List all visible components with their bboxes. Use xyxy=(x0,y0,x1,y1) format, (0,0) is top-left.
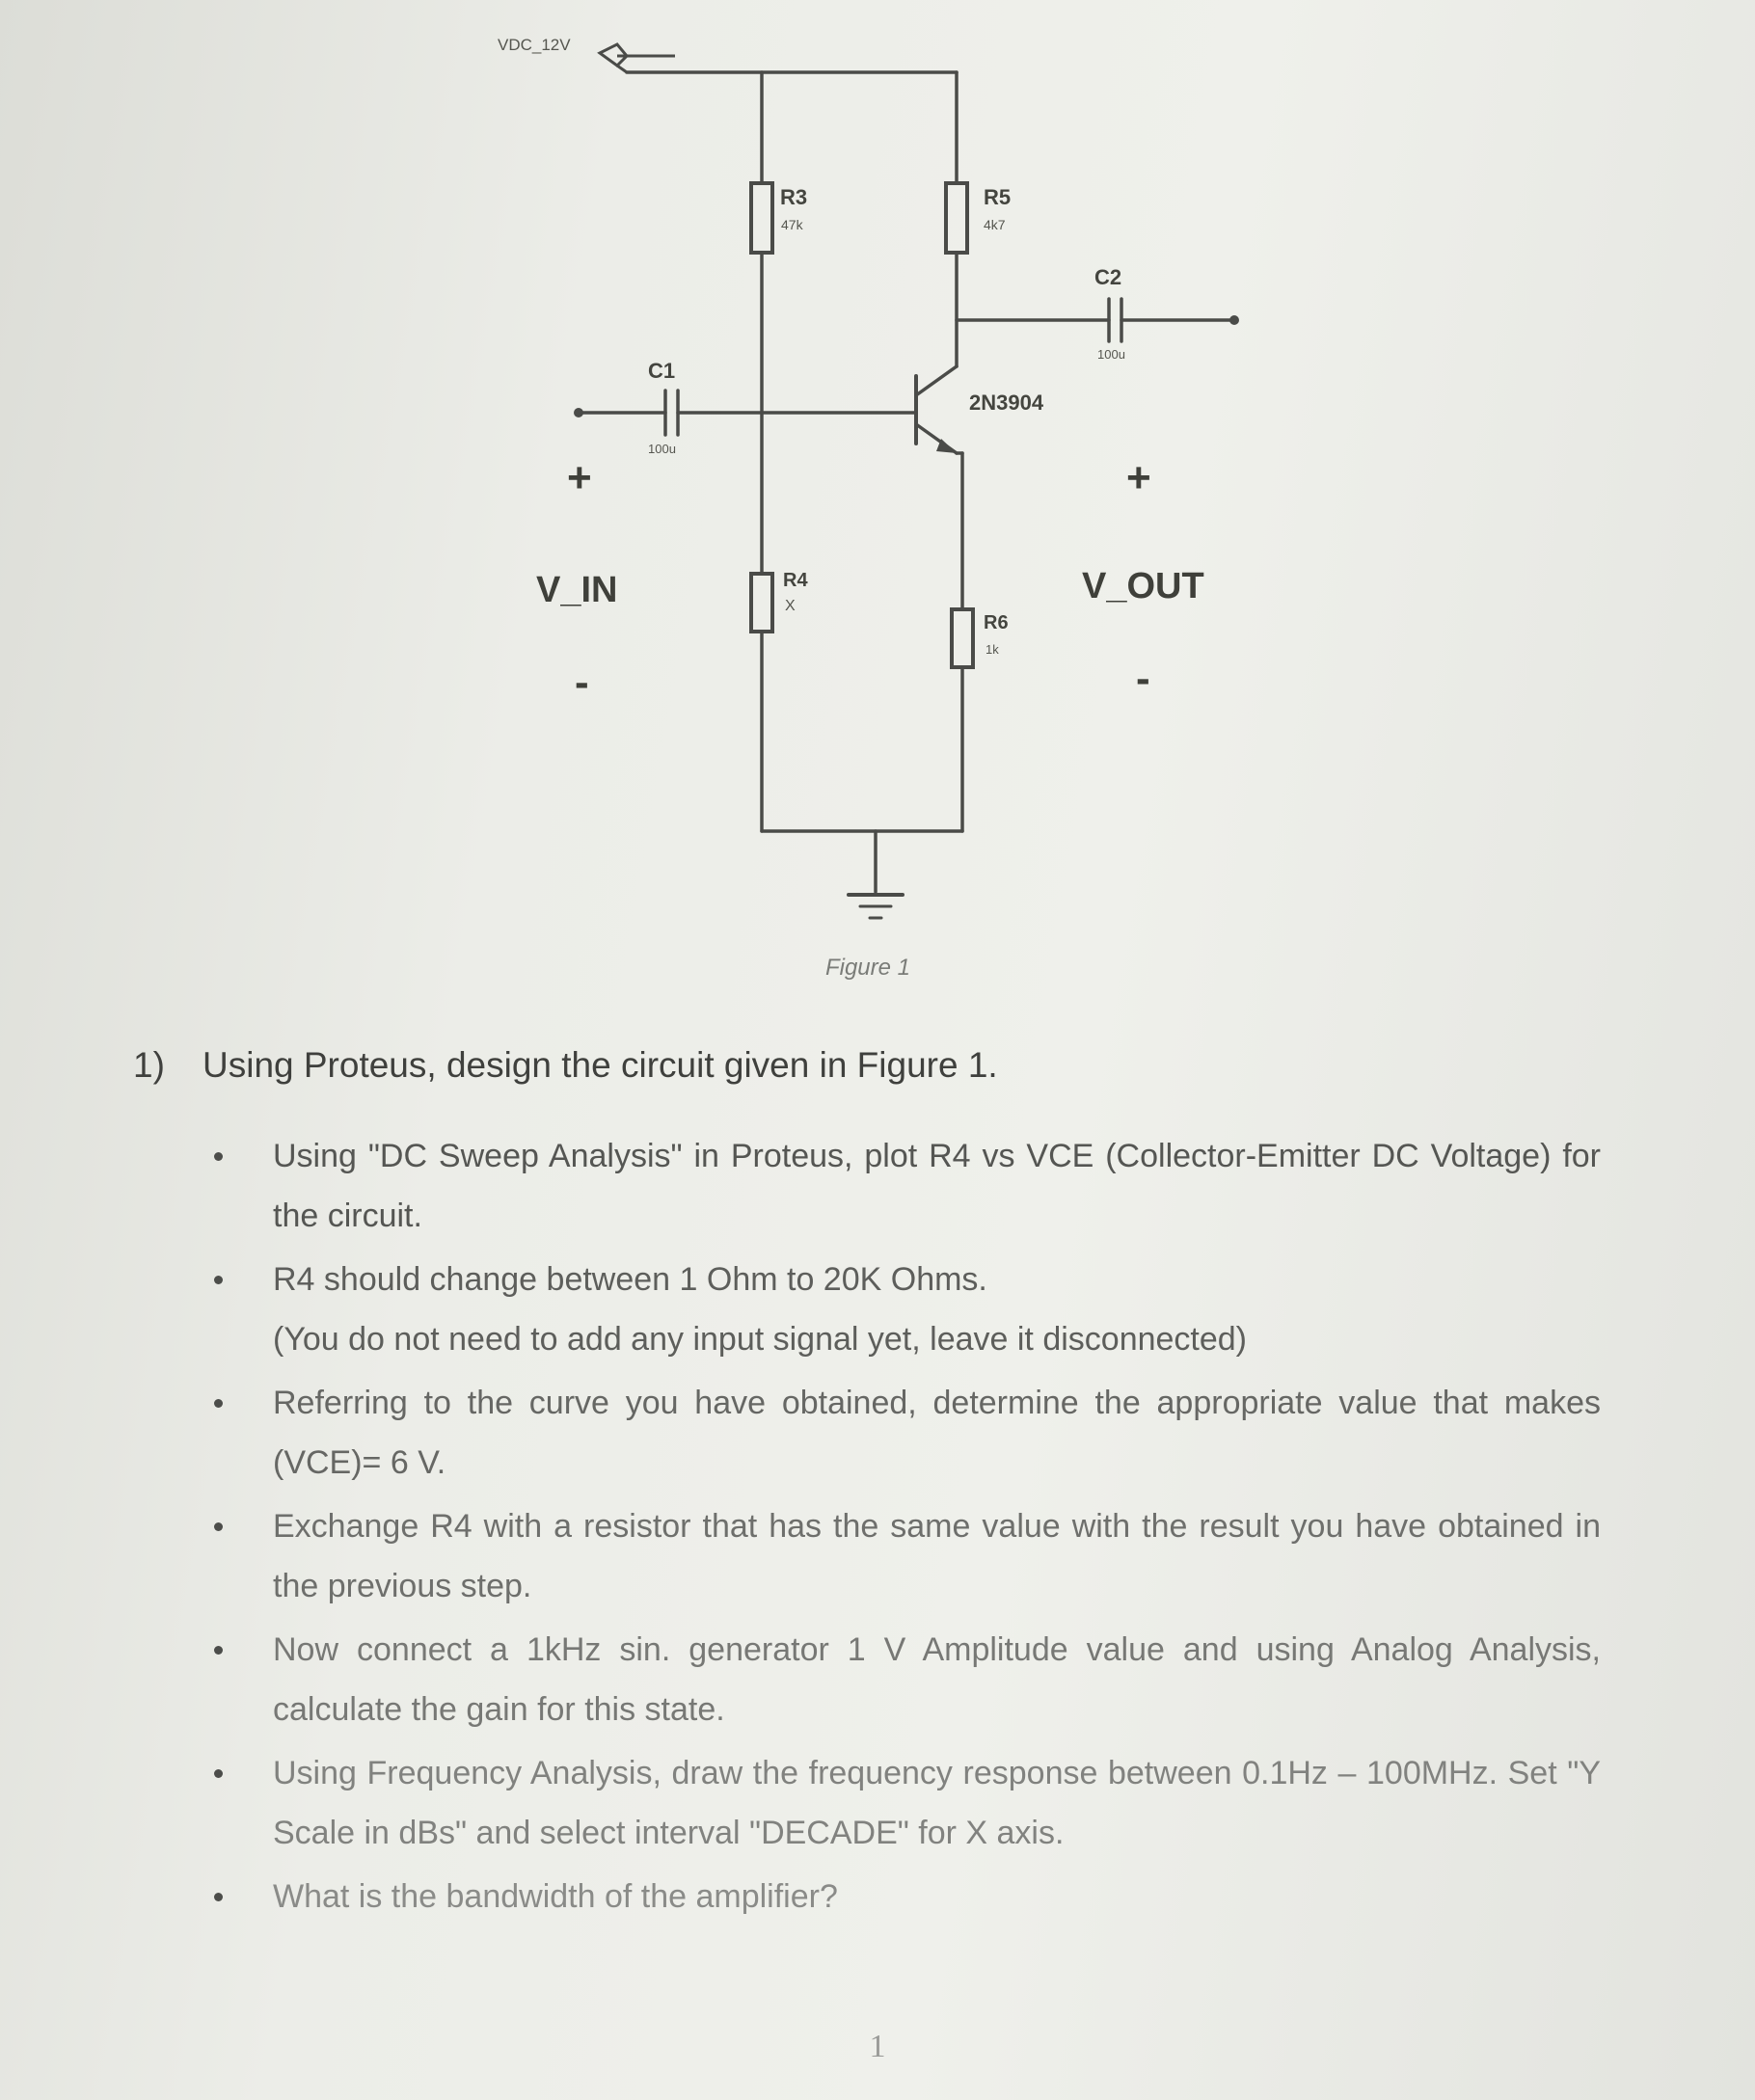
list-item-text: Using "DC Sweep Analysis" in Proteus, plot R4 vs VCE (Collector-Emitter DC Voltage) for the circuit. xyxy=(273,1138,1601,1234)
bullet-icon xyxy=(214,1152,223,1161)
list-item xyxy=(202,1250,1601,1369)
v-in-minus: - xyxy=(575,659,589,706)
list-item xyxy=(202,1867,1601,1926)
r4-value: X xyxy=(785,598,796,614)
r3-value: 47k xyxy=(781,217,803,232)
instruction-list xyxy=(202,1126,1601,1930)
r5-value: 4k7 xyxy=(984,217,1006,232)
vcc-label: VDC_12V xyxy=(498,36,571,54)
v-out-minus: - xyxy=(1136,655,1150,702)
circuit-figure xyxy=(0,0,1755,1012)
bullet-icon xyxy=(214,1769,223,1778)
r3-resistor xyxy=(751,183,772,253)
figure-caption: Figure 1 xyxy=(824,955,911,981)
c1-value: 100u xyxy=(648,442,676,456)
v-out-plus: + xyxy=(1126,454,1151,501)
list-item-text: R4 should change between 1 Ohm to 20K Ohms. xyxy=(273,1261,987,1298)
bullet-icon xyxy=(214,1276,223,1284)
list-item xyxy=(202,1373,1601,1493)
c2-name: C2 xyxy=(1094,265,1122,289)
r4-resistor xyxy=(751,574,772,632)
transistor-label: 2N3904 xyxy=(969,390,1044,415)
r5-name: R5 xyxy=(984,185,1012,209)
list-item-text: Exchange R4 with a resistor that has the same value with the result you have obtained in the previous step. xyxy=(273,1508,1601,1604)
r4-name: R4 xyxy=(783,570,808,591)
list-item xyxy=(202,1743,1601,1863)
list-item xyxy=(202,1496,1601,1616)
r6-name: R6 xyxy=(984,612,1009,633)
list-item-text: Referring to the curve you have obtained, determine the appropriate value that makes (VCE)= 6 V. xyxy=(273,1385,1601,1481)
r5-resistor xyxy=(946,183,967,253)
list-item xyxy=(202,1620,1601,1739)
bullet-icon xyxy=(214,1522,223,1531)
list-item xyxy=(202,1126,1601,1246)
r3-name: R3 xyxy=(780,185,808,209)
bullet-icon xyxy=(214,1646,223,1655)
bullet-icon xyxy=(214,1399,223,1408)
v-in-plus: + xyxy=(567,454,592,501)
page-number: 1 xyxy=(869,2029,886,2064)
question-text: Using Proteus, design the circuit given in Figure 1. xyxy=(202,1045,998,1085)
question-number: 1) xyxy=(133,1045,165,1085)
r6-resistor xyxy=(952,609,973,667)
list-item-note: (You do not need to add any input signal yet, leave it disconnected) xyxy=(273,1321,1248,1358)
list-item-text: Now connect a 1kHz sin. generator 1 V Amplitude value and using Analog Analysis, calculate the gain for this state. xyxy=(273,1631,1601,1728)
c2-value: 100u xyxy=(1097,347,1125,362)
r6-value: 1k xyxy=(986,642,999,657)
bullet-icon xyxy=(214,1893,223,1901)
list-item-text: Using Frequency Analysis, draw the frequency response between 0.1Hz – 100MHz. Set "Y Scale in dBs" and select interval "DECADE" for X axis. xyxy=(273,1755,1601,1851)
v-out-label: V_OUT xyxy=(1082,566,1204,606)
v-in-label: V_IN xyxy=(536,570,618,610)
list-item-text: What is the bandwidth of the amplifier? xyxy=(273,1878,838,1915)
c1-name: C1 xyxy=(648,359,676,383)
question-heading xyxy=(133,1045,1580,1086)
